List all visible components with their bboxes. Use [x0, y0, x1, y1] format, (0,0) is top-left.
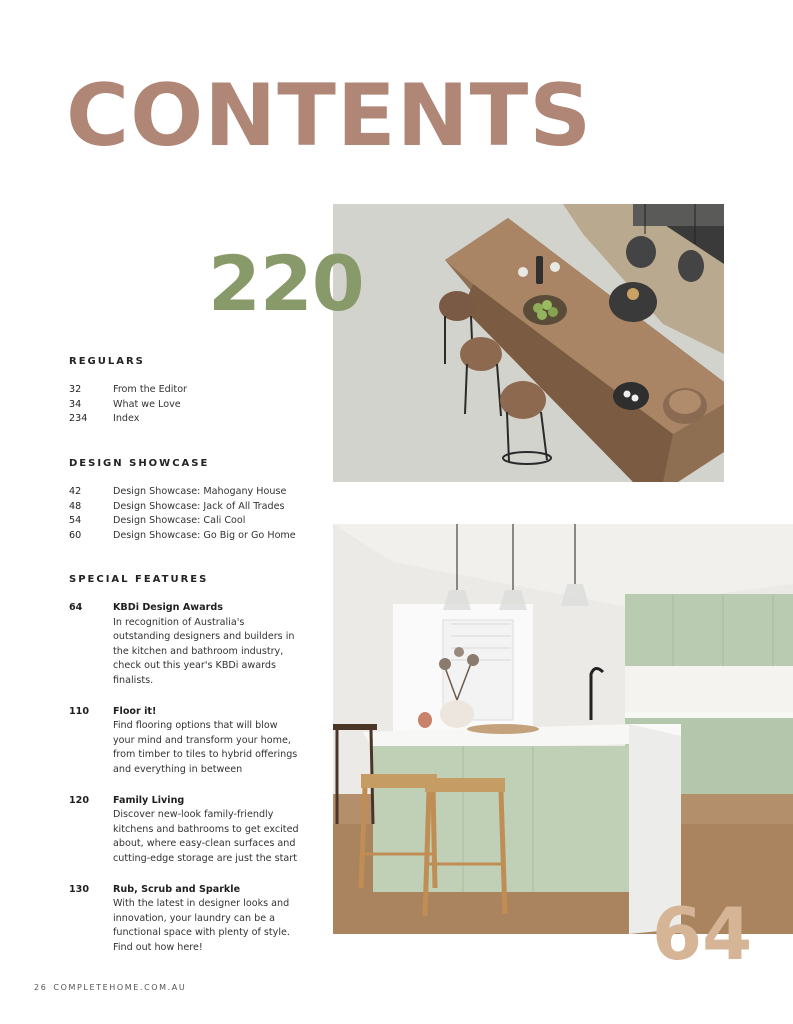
page-number: 64	[69, 602, 83, 613]
list-item[interactable]	[69, 529, 299, 544]
regulars-heading: REGULARS	[69, 356, 145, 367]
dining-bench-photo	[333, 204, 724, 482]
regulars-list	[69, 383, 299, 427]
entry-label: What we Love	[113, 398, 181, 410]
feature-title: Family Living	[113, 794, 185, 806]
feature-description: Discover new-look family-friendly kitchens and bathrooms to get excited about, where easy-clean surfaces and cutting-edge storage are just the start	[113, 809, 299, 864]
design-showcase-heading: DESIGN SHOWCASE	[69, 458, 210, 469]
feature-description: In recognition of Australia's outstanding designers and builders in the kitchen and bathroom industry, check out this year's KBDi awards finalists.	[113, 616, 295, 686]
feature-description: Find flooring options that will blow your mind and transform your home, from timber to tiles to hybrid offerings and everything in between	[113, 720, 298, 775]
list-item[interactable]	[69, 412, 299, 427]
entry-label: Design Showcase: Cali Cool	[113, 515, 246, 527]
footer-page-number: 26	[34, 983, 48, 992]
highlight-number-220: 220	[208, 239, 364, 328]
page-title: CONTENTS	[66, 66, 593, 166]
page-number: 234	[69, 413, 88, 425]
kitchen-photo	[333, 524, 793, 934]
list-item[interactable]	[69, 485, 299, 500]
entry-label: From the Editor	[113, 384, 188, 395]
feature-description: With the latest in designer looks and innovation, your laundry can be a functional space with plenty of style. Find out how here!	[113, 898, 290, 953]
page-number: 120	[69, 794, 90, 806]
page-number: 32	[69, 384, 82, 395]
footer-site-link[interactable]: COMPLETEHOME.COM.AU	[53, 983, 187, 992]
entry-label: Design Showcase: Mahogany House	[113, 486, 287, 497]
entry-label: Design Showcase: Jack of All Trades	[113, 500, 285, 512]
feature-title: Rub, Scrub and Sparkle	[113, 883, 241, 895]
list-item[interactable]	[69, 794, 299, 867]
list-item[interactable]	[69, 398, 299, 413]
list-item[interactable]	[69, 883, 299, 956]
entry-label: Design Showcase: Go Big or Go Home	[113, 529, 296, 541]
page-number: 42	[69, 486, 82, 497]
list-item[interactable]	[69, 383, 299, 398]
page-footer	[34, 983, 192, 992]
design-showcase-list	[69, 485, 299, 543]
list-item[interactable]	[69, 601, 299, 689]
page-number: 110	[69, 705, 90, 717]
page-number: 60	[69, 529, 82, 541]
special-features-list	[69, 601, 299, 971]
feature-title: KBDi Design Awards	[113, 602, 223, 613]
page-number: 54	[69, 515, 82, 527]
page-number: 48	[69, 500, 82, 512]
special-features-heading: SPECIAL FEATURES	[69, 574, 209, 585]
list-item[interactable]	[69, 705, 299, 778]
list-item[interactable]	[69, 500, 299, 515]
entry-label: Index	[113, 413, 140, 425]
feature-title: Floor it!	[113, 705, 157, 717]
page-number: 130	[69, 883, 90, 895]
page-number: 34	[69, 398, 82, 410]
list-item[interactable]	[69, 514, 299, 529]
highlight-number-64: 64	[652, 892, 753, 976]
